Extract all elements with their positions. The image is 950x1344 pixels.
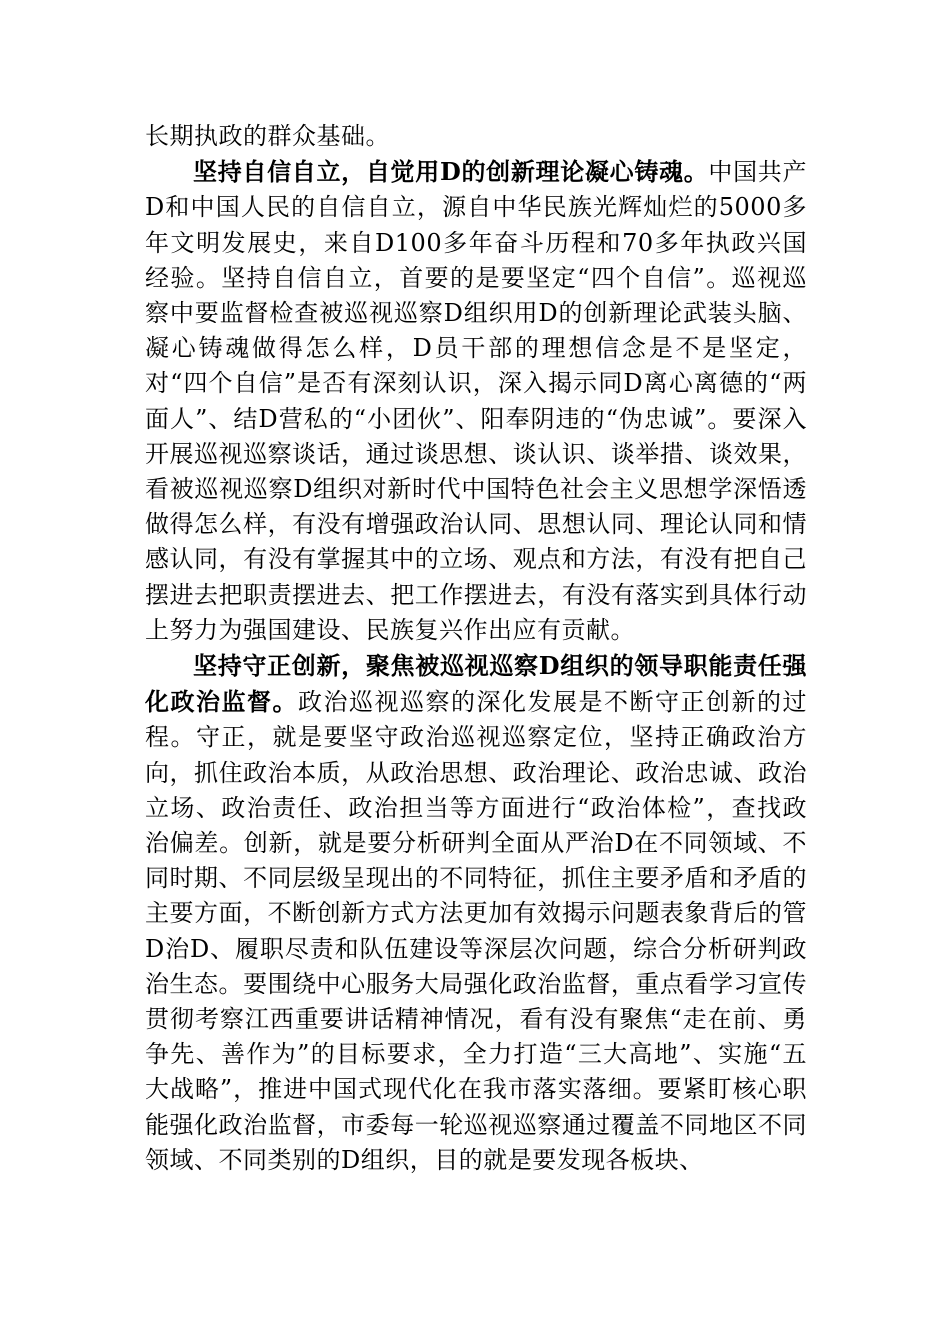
paragraph-2: [145, 154, 807, 648]
document-page: [145, 118, 807, 1178]
paragraph-1-text: 长期执政的群众基础。: [145, 122, 390, 150]
paragraph-3: [145, 648, 807, 1178]
paragraph-2-text: 中国共产D和中国人民的自信自立，源自中华民族光辉灿烂的5000多年文明发展史，来自D100多年奋斗历程和70多年执政兴国经验。坚持自信自立，首要的是要坚定“四个自信”。巡视巡察中要监督检查被巡视巡察D组织用D的创新理论武装头脑、凝心铸魂做得怎么样，D员干部的理想信念是不是坚定，对“四个自信”是否有深刻认识，深入揭示同D离心离德的“两面人”、结D营私的“小团伙”、阳奉阴违的“伪忠诚”。要深入开展巡视巡察谈话，通过谈思想、谈认识、谈举措、谈效果，看被巡视巡察D组织对新时代中国特色社会主义思想学深悟透做得怎么样，有没有增强政治认同、思想认同、理论认同和情感认同，有没有掌握其中的立场、观点和方法，有没有把自己摆进去把职责摆进去、把工作摆进去，有没有落实到具体行动上努力为强国建设、民族复兴作出应有贡献。: [145, 158, 808, 644]
paragraph-1: [145, 118, 807, 154]
paragraph-2-lead: 坚持自信自立，自觉用D的创新理论凝心铸魂。: [193, 157, 709, 187]
paragraph-3-lead: 坚持守正创新，聚焦被巡视巡察D组织的领导职能责任强化政治监督。: [145, 651, 807, 717]
paragraph-3-text: 政治巡视巡察的深化发展是不断守正创新的过程。守正，就是要坚守政治巡视巡察定位，坚持正确政治方向，抓住政治本质，从政治思想、政治理论、政治忠诚、政治立场、政治责任、政治担当等方面进行“政治体检”，查找政治偏差。创新，就是要分析研判全面从严治D在不同领域、不同时期、不同层级呈现出的不同特征，抓住主要矛盾和矛盾的主要方面，不断创新方式方法更加有效揭示问题表象背后的管D治D、履职尽责和队伍建设等深层次问题，综合分析研判政治生态。要围绕中心服务大局强化政治监督，重点看学习宣传贯彻考察江西重要讲话精神情况，看有没有聚焦“走在前、勇争先、善作为”的目标要求，全力打造“三大高地”、实施“五大战略”，推进中国式现代化在我市落实落细。要紧盯核心职能强化政治监督，市委每一轮巡视巡察通过覆盖不同地区不同领域、不同类别的D组织，目的就是要发现各板块、: [145, 688, 807, 1174]
